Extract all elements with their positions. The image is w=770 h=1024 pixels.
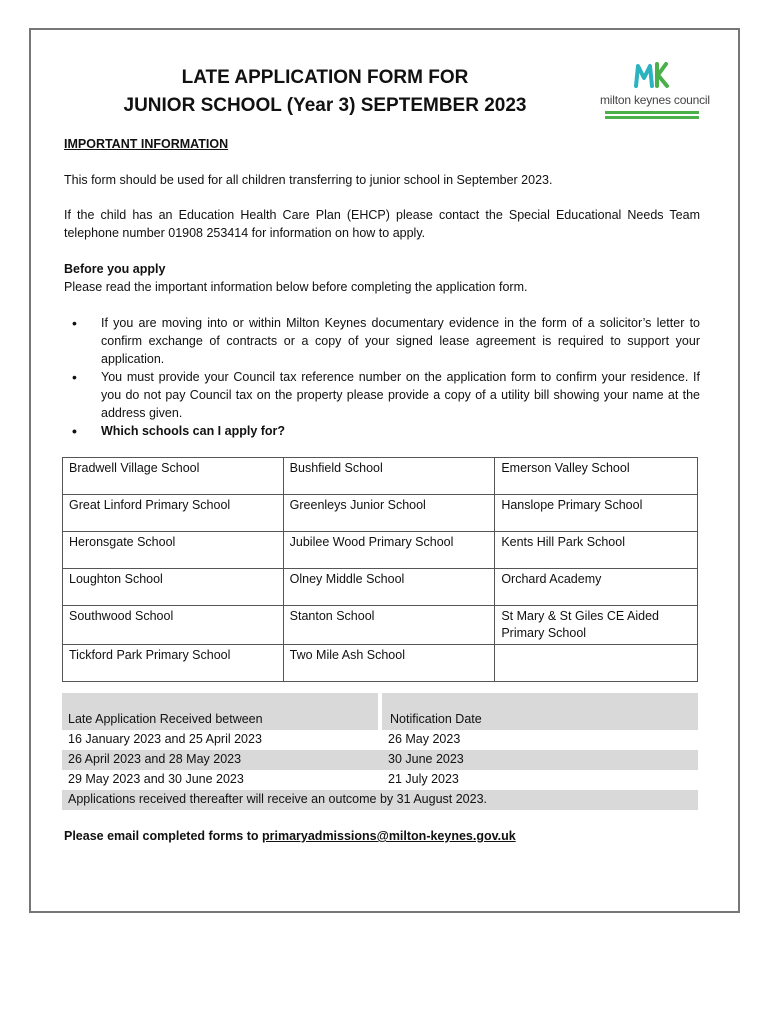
mk-logo-mark [600,58,704,94]
table-cell: Greenleys Junior School [283,495,495,532]
table-cell: Loughton School [63,569,284,606]
important-heading: IMPORTANT INFORMATION [64,137,229,151]
table-row [63,495,698,532]
info-bullet-list [64,314,700,440]
title-line-1: LATE APPLICATION FORM FOR [181,67,469,88]
table-cell: Bushfield School [283,458,495,495]
table-row: 16 January 2023 and 25 April 2023 26 May 2023 [68,732,461,746]
table-row [63,532,698,569]
email-prefix: Please email completed forms to [64,829,262,843]
before-heading: Before you apply [64,262,166,276]
table-cell: Great Linford Primary School [63,495,284,532]
logo-text: milton keynes council [600,93,710,107]
dates-footer-row: Applications received thereafter will receive an outcome by 31 August 2023. [62,790,698,810]
email-link[interactable]: primaryadmissions@milton-keynes.gov.uk [262,829,516,843]
bullet-icon: • [72,423,77,439]
table-row: 26 April 2023 and 28 May 2023 30 June 2023 [62,750,698,770]
list-item: • You must provide your Council tax reference number on the application form to confirm your residence. If you do not pay Council tax on the property please provide a copy of a utility bill showing your name at the address given. [72,369,700,420]
before-intro: Please read the important information below before completing the application form. [64,280,528,294]
table-cell: Orchard Academy [495,569,698,606]
schools-table [62,457,698,682]
title-line-2: JUNIOR SCHOOL (Year 3) SEPTEMBER 2023 [123,95,527,116]
table-row: 29 May 2023 and 30 June 2023 21 July 2023 [68,772,459,786]
council-logo [600,58,710,124]
table-cell: Emerson Valley School [495,458,698,495]
table-cell: Jubilee Wood Primary School [283,532,495,569]
bullet-icon: • [72,315,77,331]
table-cell [495,645,698,682]
table-row [63,458,698,495]
bullet-icon: • [72,369,77,385]
table-cell: Hanslope Primary School [495,495,698,532]
email-instruction [64,829,516,843]
table-row [63,569,698,606]
important-para-1: This form should be used for all children transferring to junior school in September 2023. [64,173,553,187]
table-cell: Heronsgate School [63,532,284,569]
table-cell: Tickford Park Primary School [63,645,284,682]
table-cell: Bradwell Village School [63,458,284,495]
page-title [60,64,590,120]
table-cell: Olney Middle School [283,569,495,606]
table-cell: St Mary & St Giles CE Aided Primary School [495,606,698,645]
dates-header-row [62,693,698,730]
late-dates-table [62,693,698,810]
logo-underline-2 [605,116,699,119]
logo-underline [605,111,699,114]
dates-col2-header: Notification Date [390,712,482,726]
list-item: • Which schools can I apply for? [72,423,286,439]
table-cell: Southwood School [63,606,284,645]
table-cell: Kents Hill Park School [495,532,698,569]
important-para-2: If the child has an Education Health Care Plan (EHCP) please contact the Special Educational Needs Team telephone number 01908 253414 for information on how to apply. [64,208,700,240]
table-cell: Two Mile Ash School [283,645,495,682]
list-item: • If you are moving into or within Milton Keynes documentary evidence in the form of a solicitor’s letter to confirm exchange of contracts or a copy of your signed lease agreement is required to support your application. [72,315,700,366]
table-row [63,645,698,682]
table-row [63,606,698,645]
table-cell: Stanton School [283,606,495,645]
dates-col1-header: Late Application Received between [68,712,263,726]
